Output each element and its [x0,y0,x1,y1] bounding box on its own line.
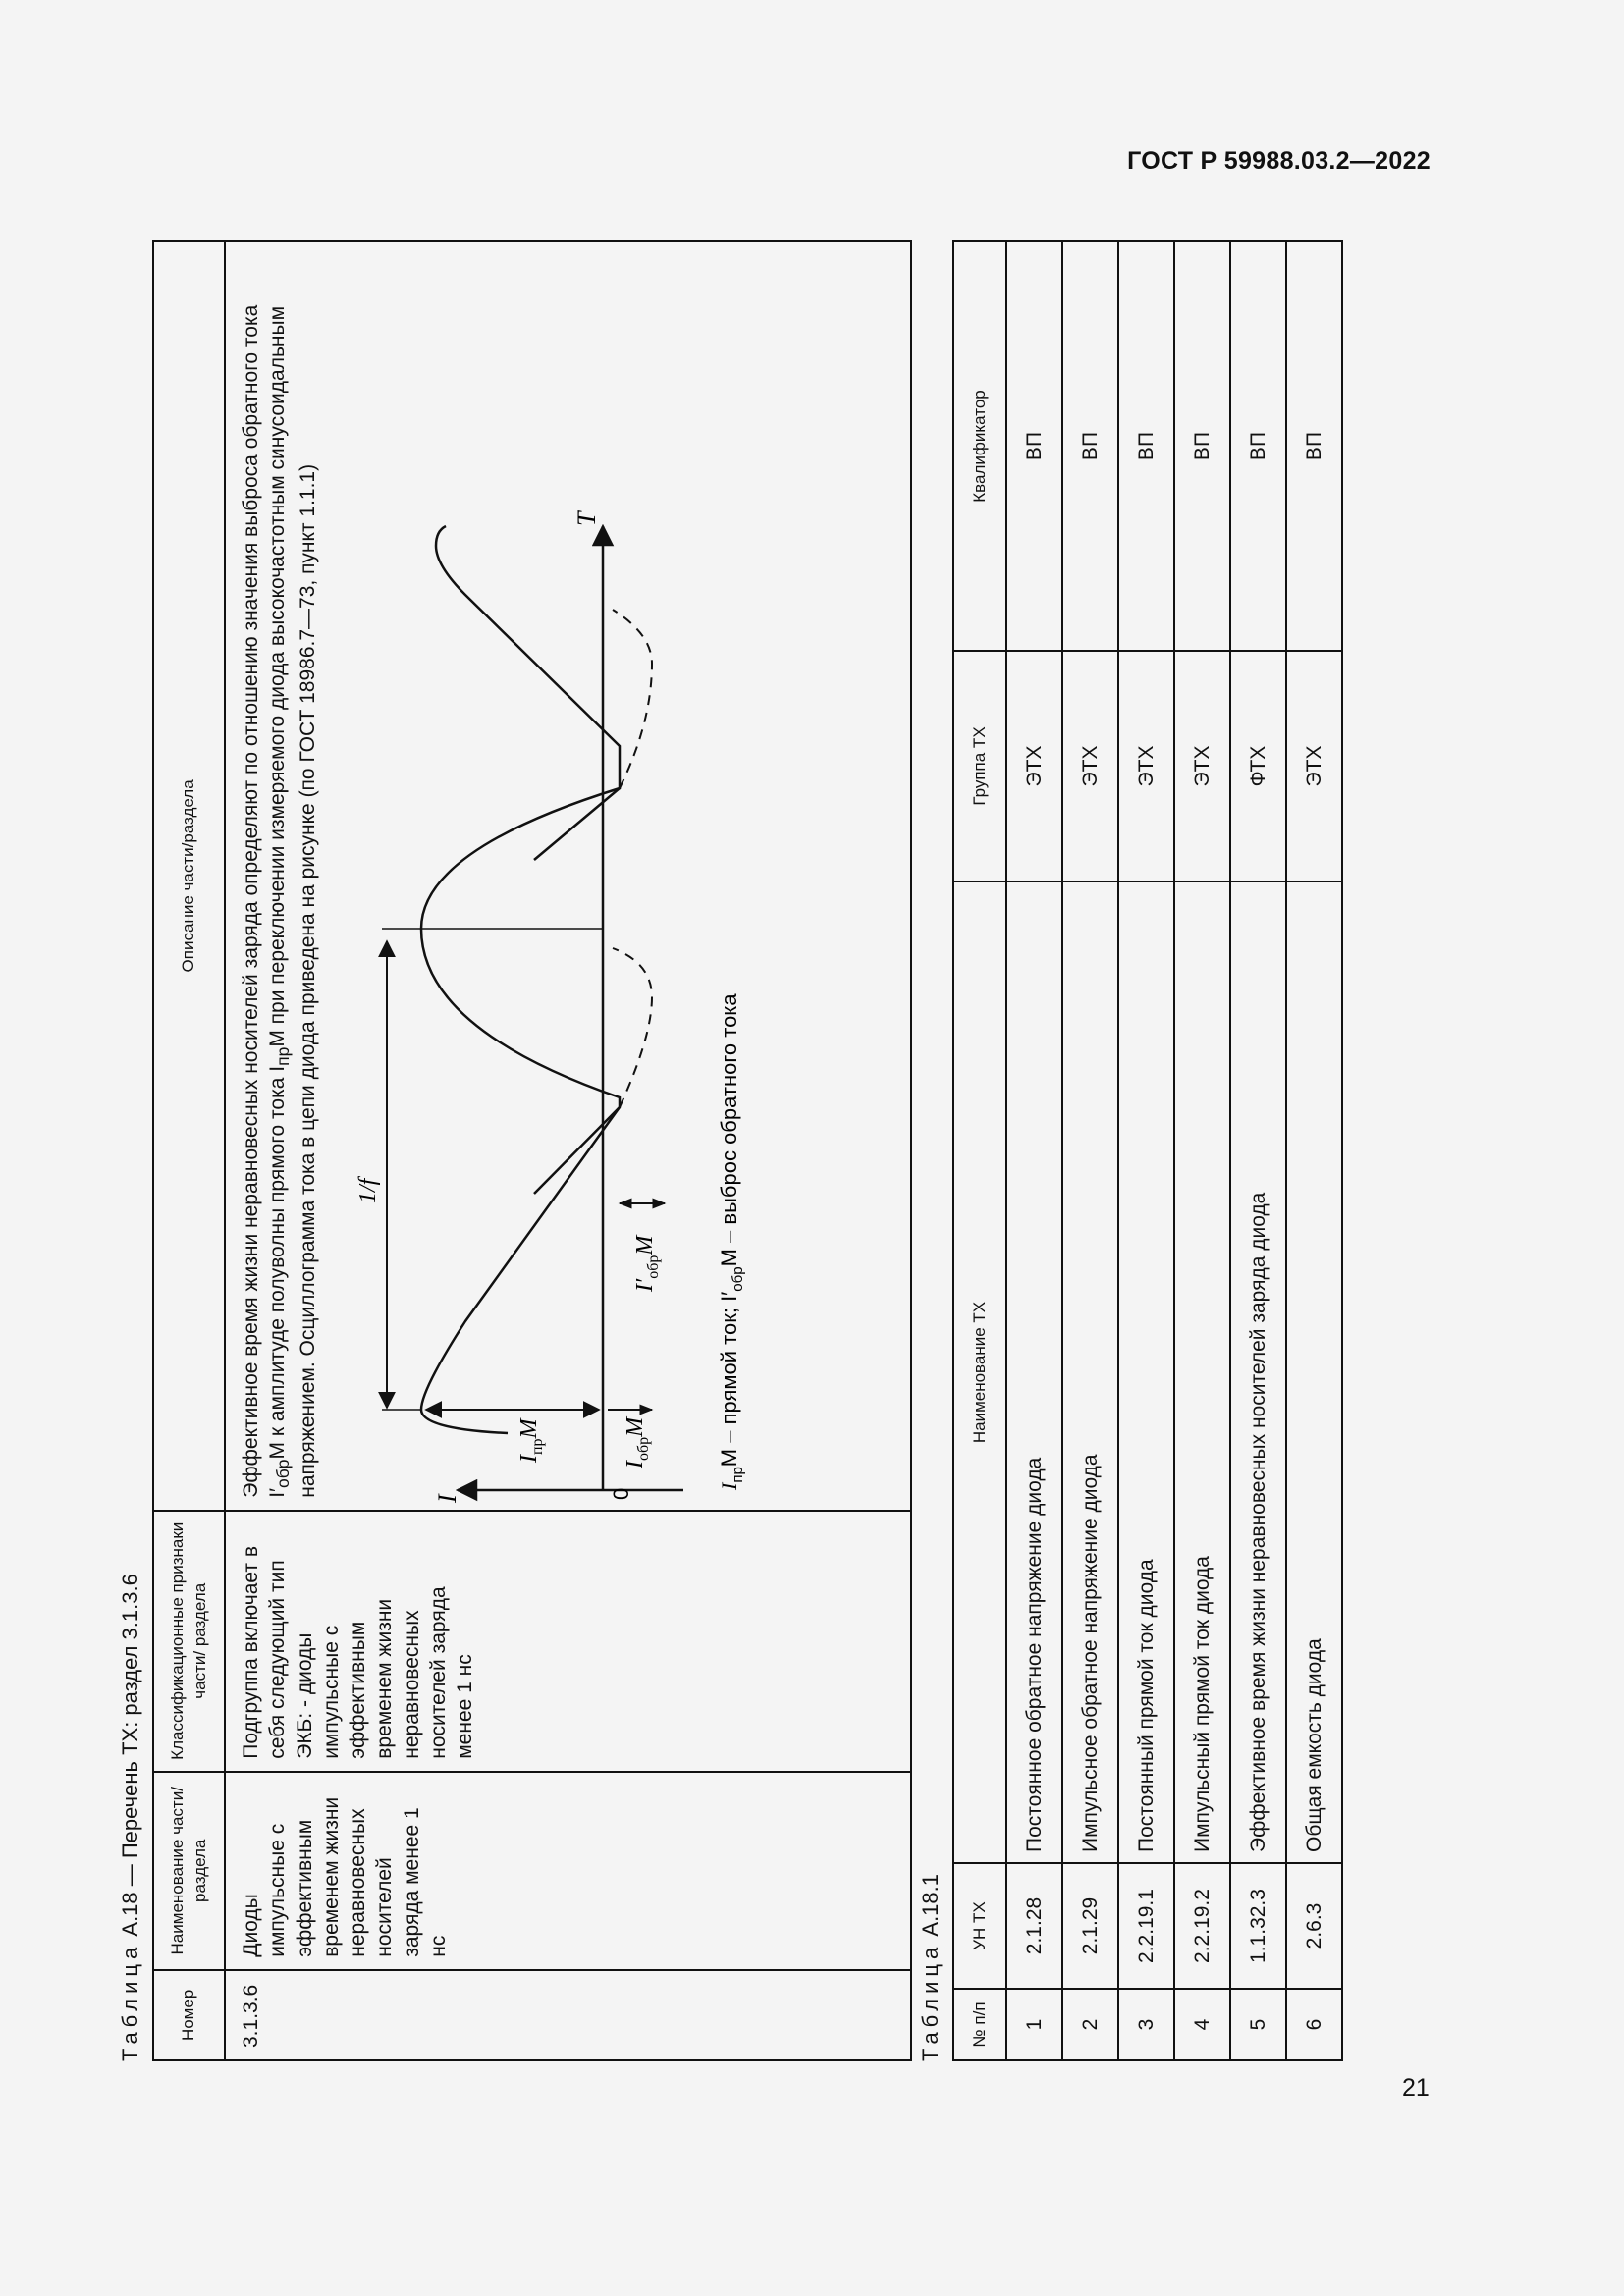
header-name: Наименование ТХ [953,881,1006,1863]
cell-code: 2.1.29 [1062,1863,1118,1989]
header-code: УН ТХ [953,1863,1006,1989]
table-header-row [153,241,225,2060]
header-qualifier: Квалификатор [953,241,1006,651]
caption-prefix: Таблица [118,1942,142,2061]
cell-group: ЭТХ [1286,651,1342,881]
cell-name: Постоянный прямой ток диода [1118,881,1174,1863]
cell-qualifier: ВП [1174,241,1230,651]
oscillogram-diagram [328,511,834,1503]
ipr-label: $I_{пр}M$ [515,1418,546,1463]
description-text: Эффективное время жизни неравновесных носителей заряда определяют по отношению значения выброса обратного тока $I'_{обр}M$ к амплитуде полуволны прямого тока $I_{пр}M$ при переключении измеряемого диода высокочастотным синусоидальным напряжением. Осциллограмма тока в цепи диода приведена на рисунке (по ГОСТ 18986.7—73, пункт 1.1.1) [240,304,320,1498]
iobr2-label: $I'_{обр}M$ [631,1235,662,1292]
rotated-landscape-content [118,98,1488,2061]
table-a18-caption [118,1574,143,2061]
cell-code: 2.6.3 [1286,1863,1342,1989]
cell-name: Импульсное обратное напряжение диода [1062,881,1118,1863]
table-row [1062,241,1118,2060]
cell-index: 3 [1118,1989,1174,2060]
cell-name: Эффективное время жизни неравновесных носителей заряда диода [1230,881,1286,1863]
cell-qualifier: ВП [1118,241,1174,651]
page-number: 21 [1402,2074,1430,2102]
table-row [1118,241,1174,2060]
header-name: Наименование части/ раздела [153,1772,225,1970]
iobr-label: $I_{обр}M$ [622,1416,652,1468]
table-header-row [953,241,1006,2060]
recovery-drop-1 [534,1107,620,1194]
cell-code: 2.2.19.1 [1118,1863,1174,1989]
caption-prefix: Таблица [918,1942,943,2061]
cell-group: ЭТХ [1006,651,1062,881]
cell-number: 3.1.3.6 [225,1970,911,2060]
origin-label: 0 [608,1487,633,1500]
period-label: 1/f [354,1178,381,1203]
table-row [1174,241,1230,2060]
cell-index: 2 [1062,1989,1118,2060]
dashed-waveform [613,610,652,1107]
cell-group: ЭТХ [1174,651,1230,881]
table-row [225,241,911,2060]
cell-qualifier: ВП [1062,241,1118,651]
cell-index: 5 [1230,1989,1286,2060]
document-header: ГОСТ Р 59988.03.2—2022 [1127,147,1431,175]
cell-code: 2.1.28 [1006,1863,1062,1989]
table-row [1006,241,1062,2060]
cell-index: 1 [1006,1989,1062,2060]
table-row [1230,241,1286,2060]
current-waveform [421,526,620,1433]
cell-qualifier: ВП [1230,241,1286,651]
table-a181-caption [918,1874,944,2061]
header-description: Описание части/раздела [153,241,225,1511]
cell-name: Общая емкость диода [1286,881,1342,1863]
caption-text: А.18 — Перечень ТХ: раздел 3.1.3.6 [118,1574,142,1937]
y-axis-label: I [432,1494,461,1503]
x-axis-label: T [571,511,601,526]
header-features: Классификационные признаки части/ раздела [153,1511,225,1772]
cell-name: Постоянное обратное напряжение диода [1006,881,1062,1863]
cell-description [225,241,911,1511]
cell-code: 2.2.19.2 [1174,1863,1230,1989]
cell-name: Диоды импульсные с эффективным временем жизни неравновесных носителей заряда менее 1 нс [225,1772,911,1970]
cell-name: Импульсный прямой ток диода [1174,881,1230,1863]
recovery-drop-2 [534,788,620,860]
header-index: № п/п [953,1989,1006,2060]
cell-features: Подгруппа включает в себя следующий тип ЭКБ: - диоды импульсные с эффективным временем жизни неравновесных носителей заряда менее 1 нс [225,1511,911,1772]
cell-qualifier: ВП [1006,241,1062,651]
cell-index: 4 [1174,1989,1230,2060]
cell-group: ЭТХ [1062,651,1118,881]
cell-qualifier: ВП [1286,241,1342,651]
diagram-caption: $I_{пр}M$ – прямой ток; $I'_{обр}M$ – выброс обратного тока [716,993,746,1490]
table-a181 [952,240,1343,2061]
header-number: Номер [153,1970,225,2060]
cell-group: ЭТХ [1118,651,1174,881]
cell-index: 6 [1286,1989,1342,2060]
table-row [1286,241,1342,2060]
caption-text: А.18.1 [918,1874,943,1937]
header-group: Группа ТХ [953,651,1006,881]
cell-code: 1.1.32.3 [1230,1863,1286,1989]
table-a18 [152,240,912,2061]
cell-group: ФТХ [1230,651,1286,881]
